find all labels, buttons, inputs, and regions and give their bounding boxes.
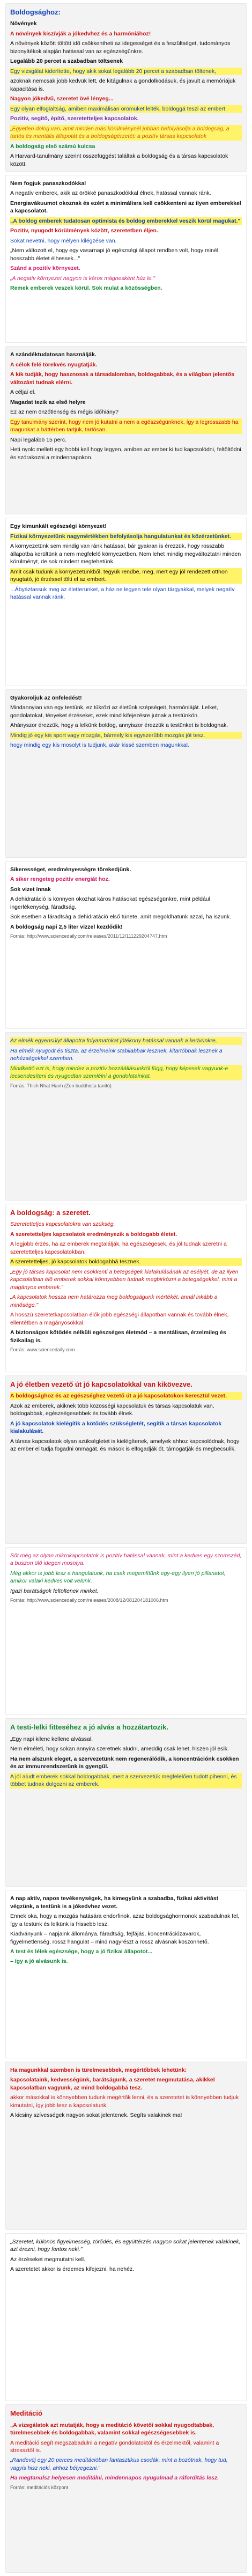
article-section (5, 1890, 247, 2058)
paragraph-line: A kik tudják, hogy hasznosak a társadalomban, boldogabbak, és a világban jelentős változást tudnak elérni. (10, 371, 234, 386)
paragraph-line: hogy mindig egy kis mosolyt is tudjunk, akár kissé szemben magunkkal. (10, 742, 189, 749)
paragraph-line: Az érzéseket megmutatni kell. (10, 2256, 86, 2263)
paragraph-line: A szeretetteljes, jó kapcsolatok boldogabbá tesznek. (10, 1258, 242, 1265)
paragraph-line: „Nem változott el, hogy egy vasarnapi jó egészségi állapot rendben volt, hogy minél hosszabb életet élhessek..." (10, 247, 219, 262)
paragraph-line: akkor másokkal is könnyebben tudunk megértők lenni, és a szeretetet is könnyebben tudjuk kimutatni, így jobb lesz a kapcsolatunk. (10, 2094, 239, 2109)
section-heading: Boldogsághoz: (10, 8, 61, 16)
paragraph-line: Növények (10, 20, 37, 27)
paragraph-line: „A kapcsolatok hossza nem határozza meg boldogságunk mértékét, annál inkább a minősége." (10, 1294, 218, 1308)
paragraph-line: A nap aktív, napos tevékenységek, ha kimegyünk a szabadba, fizikai aktivitást végzünk, a testünk is a jókedvhez vezet. (10, 1895, 219, 1910)
paragraph-line: Legalább 20 percet a szabadban töltsenek (10, 58, 123, 65)
paragraph-line: Szeretetteljes kapcsolatokra van szükség. (10, 1221, 115, 1228)
section-heading: Meditáció (10, 2409, 42, 2418)
paragraph-line: A környezetünk sem mindig van ránk hatással, bár gyakran is érezzük, hogy rosszabb állapotba kerültünk a nem megfelelő környezetben. Nem lehet mindig megváltoztatni minden körülményt, de sok mindent megtehetünk. (10, 543, 241, 565)
section-heading: A testi-lelki fitteséhez a jó alvás a hozzátartozik. (10, 1723, 169, 1732)
article-section (5, 518, 247, 686)
paragraph-line: Ha megtanulsz helyesen meditálni, mindennapos nyugalmad a ráfordítás lesz. (10, 2475, 219, 2482)
paragraph-line: Ha nem alszunk eleget, a szervezetünk nem regenerálódik, a koncentrációnk csökken és az immunrendszerünk is gyengül. (10, 1755, 239, 1770)
article-section (5, 175, 247, 343)
paragraph-line: „A vizsgálatok azt mutatják, hogy a meditáció követői sokkal nyugodtabbak, türelmesebbek és boldogabbak, valamint sokkal egészségesebbek is. (10, 2422, 214, 2437)
article-section (5, 689, 247, 858)
paragraph-line: „Egy jó társas kapcsolat nem csökkenti a betegségek kialakulásának az esélyét, de az ilyen kapcsolatban élő emberek sokkal könnyebben tudnak megbirkózni a betegségekkel, mint a magányos emberek." (10, 1268, 239, 1291)
paragraph-line: Magadat tezik az első helyre (10, 399, 86, 406)
paragraph-line: „Egy napi kilenc kellene alvással. (10, 1735, 93, 1742)
paragraph-line: A biztonságos kötődés nélküli egészséges életmód – a mentálisan, érzelmileg és fizikailag is. (10, 1329, 226, 1344)
paragraph-line: A legjobb érzés, ha az emberek megtalálják, ha egészségesek, és jól tudnak szeretni a szeretetteljes kapcsolatokban. (10, 1241, 227, 1255)
paragraph-line: Ez az nem önzőtlenség és mégis időhiány? (10, 409, 118, 416)
paragraph-line: Nagyon jókedvű, szeretet övé lényeg... (10, 95, 114, 102)
article-section (5, 2233, 247, 2402)
paragraph-line: Sokat nevetni, hogy mélyen kilégzése van. (10, 237, 117, 244)
paragraph-line: Kiadványunk – napjaink állománya, fáradtság, fejfájás, koncentrációzavarok, figyelmetlenség, rossz hangulat – mind nagyrészt a rossz alvásnak köszönhető. (10, 1931, 209, 1945)
paragraph-line: A célok felé törekvés nyugtatják. (10, 361, 98, 368)
article-section (5, 2062, 247, 2230)
paragraph-line: Mindkettő ezt is, hogy mindez a pozitív hozzáállásunktól függ, hogy képesek vagyunk-e lecsendesíteni és nyugodtan szemlélni a gondolatainkat. (10, 1065, 242, 1080)
paragraph-line: Energiavákuumot okoznak és ezért a minimálisra kell csökkenteni az ilyen emberekkel a kapcsolatot. (10, 200, 241, 215)
paragraph-line: Napi legalább 15 perc. (10, 436, 67, 443)
article-section (5, 1032, 247, 1201)
paragraph-line: Gyakoroljuk az önfeledést! (10, 694, 82, 701)
paragraph-line: Nem fogjuk panaszkodókkal (10, 180, 86, 187)
paragraph-line: Egy vizsgálat kiderítette, hogy akik sokat legalább 20 percet a szabadban töltenek, (10, 68, 242, 75)
paragraph-line: Ahányszor érezzük, hogy a lelkünk boldog, annyiszor érezzük a testünket is boldognak. (10, 722, 228, 729)
paragraph-line: Egy kimunkált egészségi környezet! (10, 523, 107, 530)
paragraph-line: „Egyetlen dolog van, amit minden más körülménynél jobban befolyásolja a boldogság, a tartós és mentális állapotát és a boldogságérzetét: a pozitív társas kapcsolatok (10, 125, 242, 141)
paragraph-line: ...Ábyáztassuk meg az életterünket, a ház ne legyen tele olyan tárgyakkal, melyek negatív hatással vannak ránk. (10, 586, 235, 601)
paragraph-line: Sőt még az olyan mikrokapcsolatok is pozitív hatással vannak, mint a kedves egy szomszéd, a buszon ülő idegen mosolya. (10, 1552, 242, 1567)
paragraph-line: A siker rengeteg pozitív energiát hoz. (10, 876, 110, 883)
paragraph-line: Mindig jó egy kis sport vagy mozgás, bármely kis egyszerűbb mozgás jót tesz. (10, 732, 242, 739)
paragraph-line: Még akkor is jobb lesz a hangulatunk, ha csak megemlítünk egy-egy ilyen jó pillanatot, amikor valaki kedves volt velünk. (10, 1570, 226, 1585)
paragraph-line: Ha magunkkal szemben is türelmesebbek, megértőbbek lehetünk: (10, 2066, 187, 2073)
paragraph-line: A kicsiny szívességek nagyon sokat jelentenek. Segíts valakinek ma! (10, 2112, 182, 2119)
paragraph-line: Azok az emberek, akiknek több közösségi kapcsolatuk és társas kapcsolatuk van, boldogabbak, egészségesebbek és tovább élnek. (10, 1402, 214, 1417)
paragraph-line: A szándéktudatosan használják. (10, 351, 97, 358)
paragraph-line: Heti nyolc mellett egy hobbi kell hogy legyen, amiben az ember ki tud kapcsolódni, feltöltődni és szórakozni a mindennapokon. (10, 446, 241, 461)
paragraph-line: „Szeretet, különös figyelmesség, törődés, és együttérzés nagyon sokat jelentenek valakinek, azt érezni, hogy fontos neki." (10, 2238, 241, 2253)
paragraph-line: A növények között töltött idő csökkentheti az idegességet és a feszültséget, tudományos bizonyítékok alapján hatással van az egészségünkre. (10, 40, 231, 55)
article-section (5, 861, 247, 1029)
article-section (5, 3, 247, 172)
paragraph-line: Igazi barátságok feltöltenek minket. (10, 1587, 99, 1594)
paragraph-line: A dehidratáció is könnyen okozhat káros hatásokat egészségünkre, mint például ingerlékenység, fáradtság. (10, 896, 210, 910)
paragraph-line: „A negatív környezet nagyon is káros mágnesként húz le." (10, 275, 155, 282)
paragraph-line: Sok esetben a fáradtság a dehidratáció első tünete, amit megoldhatunk azzal, ha iszunk. (10, 914, 232, 921)
paragraph-line: Remek emberek veszek körül. Sok mulat a közösségben. (10, 285, 162, 292)
paragraph-line: Az elmék egyensúlyt állapotra folyamatokat jótékony hatással vannak a kedvünkre, (10, 1037, 242, 1044)
paragraph-line: A hosszú szeretetkapcsolatban élők jobb egészségi állapotban vannak és tovább élnek, ellentétben a magányosokkal. (10, 1312, 229, 1326)
paragraph-line: A boldogság első számú kulcsa (10, 143, 95, 150)
paragraph-line: A boldogság napi 2,5 liter vizzel kezdődik! (10, 923, 123, 930)
paragraph-line: A társas kapcsolatok olyan szükségletet is kielégítenek, amelyek ahhoz kapcsolódnak, hogy az ember el tudja fogadni önmagát, és mások is elfogadják őt, támogatják és megbecsülik. (10, 1438, 240, 1453)
article-section (5, 2404, 247, 2573)
article-section (5, 1547, 247, 1716)
paragraph-line: Ha elmék nyugodt és tiszta, az érzelmeink stabilabbak lesznek, kitartóbbak lesznek a nehézségekkel szemben. (10, 1047, 223, 1062)
paragraph-line: A Harvard-tanulmány szerint összefüggést találtak a boldogság és a társas kapcsolatok között. (10, 153, 228, 167)
source-citation: Forrás: http://www.sciencedaily.com/releases/2008/12/081204181006.htm (10, 1598, 168, 1603)
paragraph-line: A jól aludt emberek sokkal boldogabbak, mert a szervezetük megfelelően tudott pihenni, és többet tudnak dolgozni az emberek. (10, 1773, 242, 1789)
paragraph-line: A szeretetet akkor is érdemes kifejezni, ha nehéz. (10, 2266, 135, 2272)
article-section (5, 1375, 247, 1544)
paragraph-line: Szánd a pozitív környezet. (10, 265, 80, 272)
paragraph-line: Sikerességet, eredményességre törekedjünk. (10, 866, 131, 873)
article-section (5, 346, 247, 514)
paragraph-line: Sok vizet ínnak (10, 886, 51, 893)
source-citation: Forrás: http://www.sciencedaily.com/releases/2011/12/111229204747.htm (10, 933, 167, 939)
paragraph-line: A szeretetteljes kapcsolatok eredményezik a boldogabb életet. (10, 1231, 177, 1238)
paragraph-line: Nem elméleti, hogy sokan annyira szeretnek aludni, ameddig csak lehet, hiszen jól esik. (10, 1746, 229, 1753)
paragraph-line: „Randevúj egy 20 perces meditációban fantasztikus csodák, mint a bozótnak, hogy tud, vagyis hisz neki, ahhoz bélyegezni." (10, 2457, 228, 2471)
paragraph-line: A boldogsághoz és az egészséghez vezető út a jó kapcsolatokon keresztül vezet. (10, 1392, 242, 1400)
paragraph-line: Egy tanulmány szerint, hogy nem jó kutatni a nem a egészségünknek, így a legrosszabb ha magunkat a háttérben tartjuk, tartósan. (10, 418, 242, 434)
paragraph-line: Pozitív, nyugodt körülmények között, szeretetben éljen. (10, 227, 158, 234)
paragraph-line: A jó kapcsolatok kielégítik a kötődés szükségletét, segítik a társas kapcsolatok kialakulását. (10, 1420, 222, 1435)
paragraph-line: Mindannyian van egy testünk, ez tükrözi az életünk szépségeit, harmóniáját. Lelket, gondolatokat, tényeket érzéseket, ezek mind kifejezésre jutnak a testünkön. (10, 704, 219, 719)
paragraph-line: A növények kiszívják a jókedvhez és a harmóniához! (10, 30, 151, 37)
paragraph-line: A test és lélek egészsége, hogy a jó fizikai állapotot... (10, 1948, 153, 1955)
article-section (5, 1204, 247, 1372)
paragraph-line: – így a jó alvásunk is. (10, 1958, 68, 1965)
paragraph-line: A negatív emberek, akik az örökké panaszkodókkal élnek, hatással vannak ránk. (10, 190, 211, 197)
source-citation: Forrás: meditációs központ (10, 2484, 69, 2490)
section-heading: A jó életben vezető út jó kapcsolatokkal van kikövezve. (10, 1380, 192, 1388)
paragraph-line: kapcsolataink, kedvességünk, barátságunk, a szeretet megmutatása, akikkel kapcsolatban vagyunk, az mind boldogabbá tesz. (10, 2077, 215, 2091)
paragraph-line: Pozitív, segítő, építő, szeretetteljes kapcsolatok. (10, 115, 139, 122)
source-citation: Forrás: Thich Nhat Hanh (Zen buddhista tanító) (10, 1083, 112, 1088)
article-section (5, 1718, 247, 1887)
source-citation: Forrás: www.sciencedaily.com (10, 1347, 75, 1353)
section-heading: A boldogság: a szeretet. (10, 1209, 91, 1217)
paragraph-line: Fizikai környezetünk nagymértékben befolyásolja hangulatunkat és közérzetünket. (10, 533, 242, 540)
paragraph-line: Ennek oka, hogy a mozgás hatására endorfinok, azaz boldogsághormonok szabadulnak fel, így a testünk és lelkünk is frissebb lesz. (10, 1913, 240, 1927)
paragraph-line: A meditáció segít megszabadulni a negatív gondolatoktól és érzelmektől, valamint a stressztől is. (10, 2439, 219, 2454)
paragraph-line: „A boldog emberek tudatosan optimista és boldog emberekkel veszik körül magukat." (10, 217, 242, 225)
paragraph-line (10, 170, 242, 172)
paragraph-line: azoknak nemcsak jobb kedvük lett, de kitágulnak a gondolkodásuk, és javult a memóriájuk kapacitása is. (10, 78, 236, 92)
paragraph-line: Egy olyan elfoglaltság, amiben maximálisan örömüket lelték, boldoggá teszi az embert. (10, 105, 242, 113)
paragraph-line: Amit csak tudunk a környezetünkből, tegyük rendbe, meg, mert egy jól rendezett otthon nyugtató, jó érzéssel tölti el az embert. (10, 568, 242, 584)
paragraph-line: A céljai el. (10, 389, 36, 396)
